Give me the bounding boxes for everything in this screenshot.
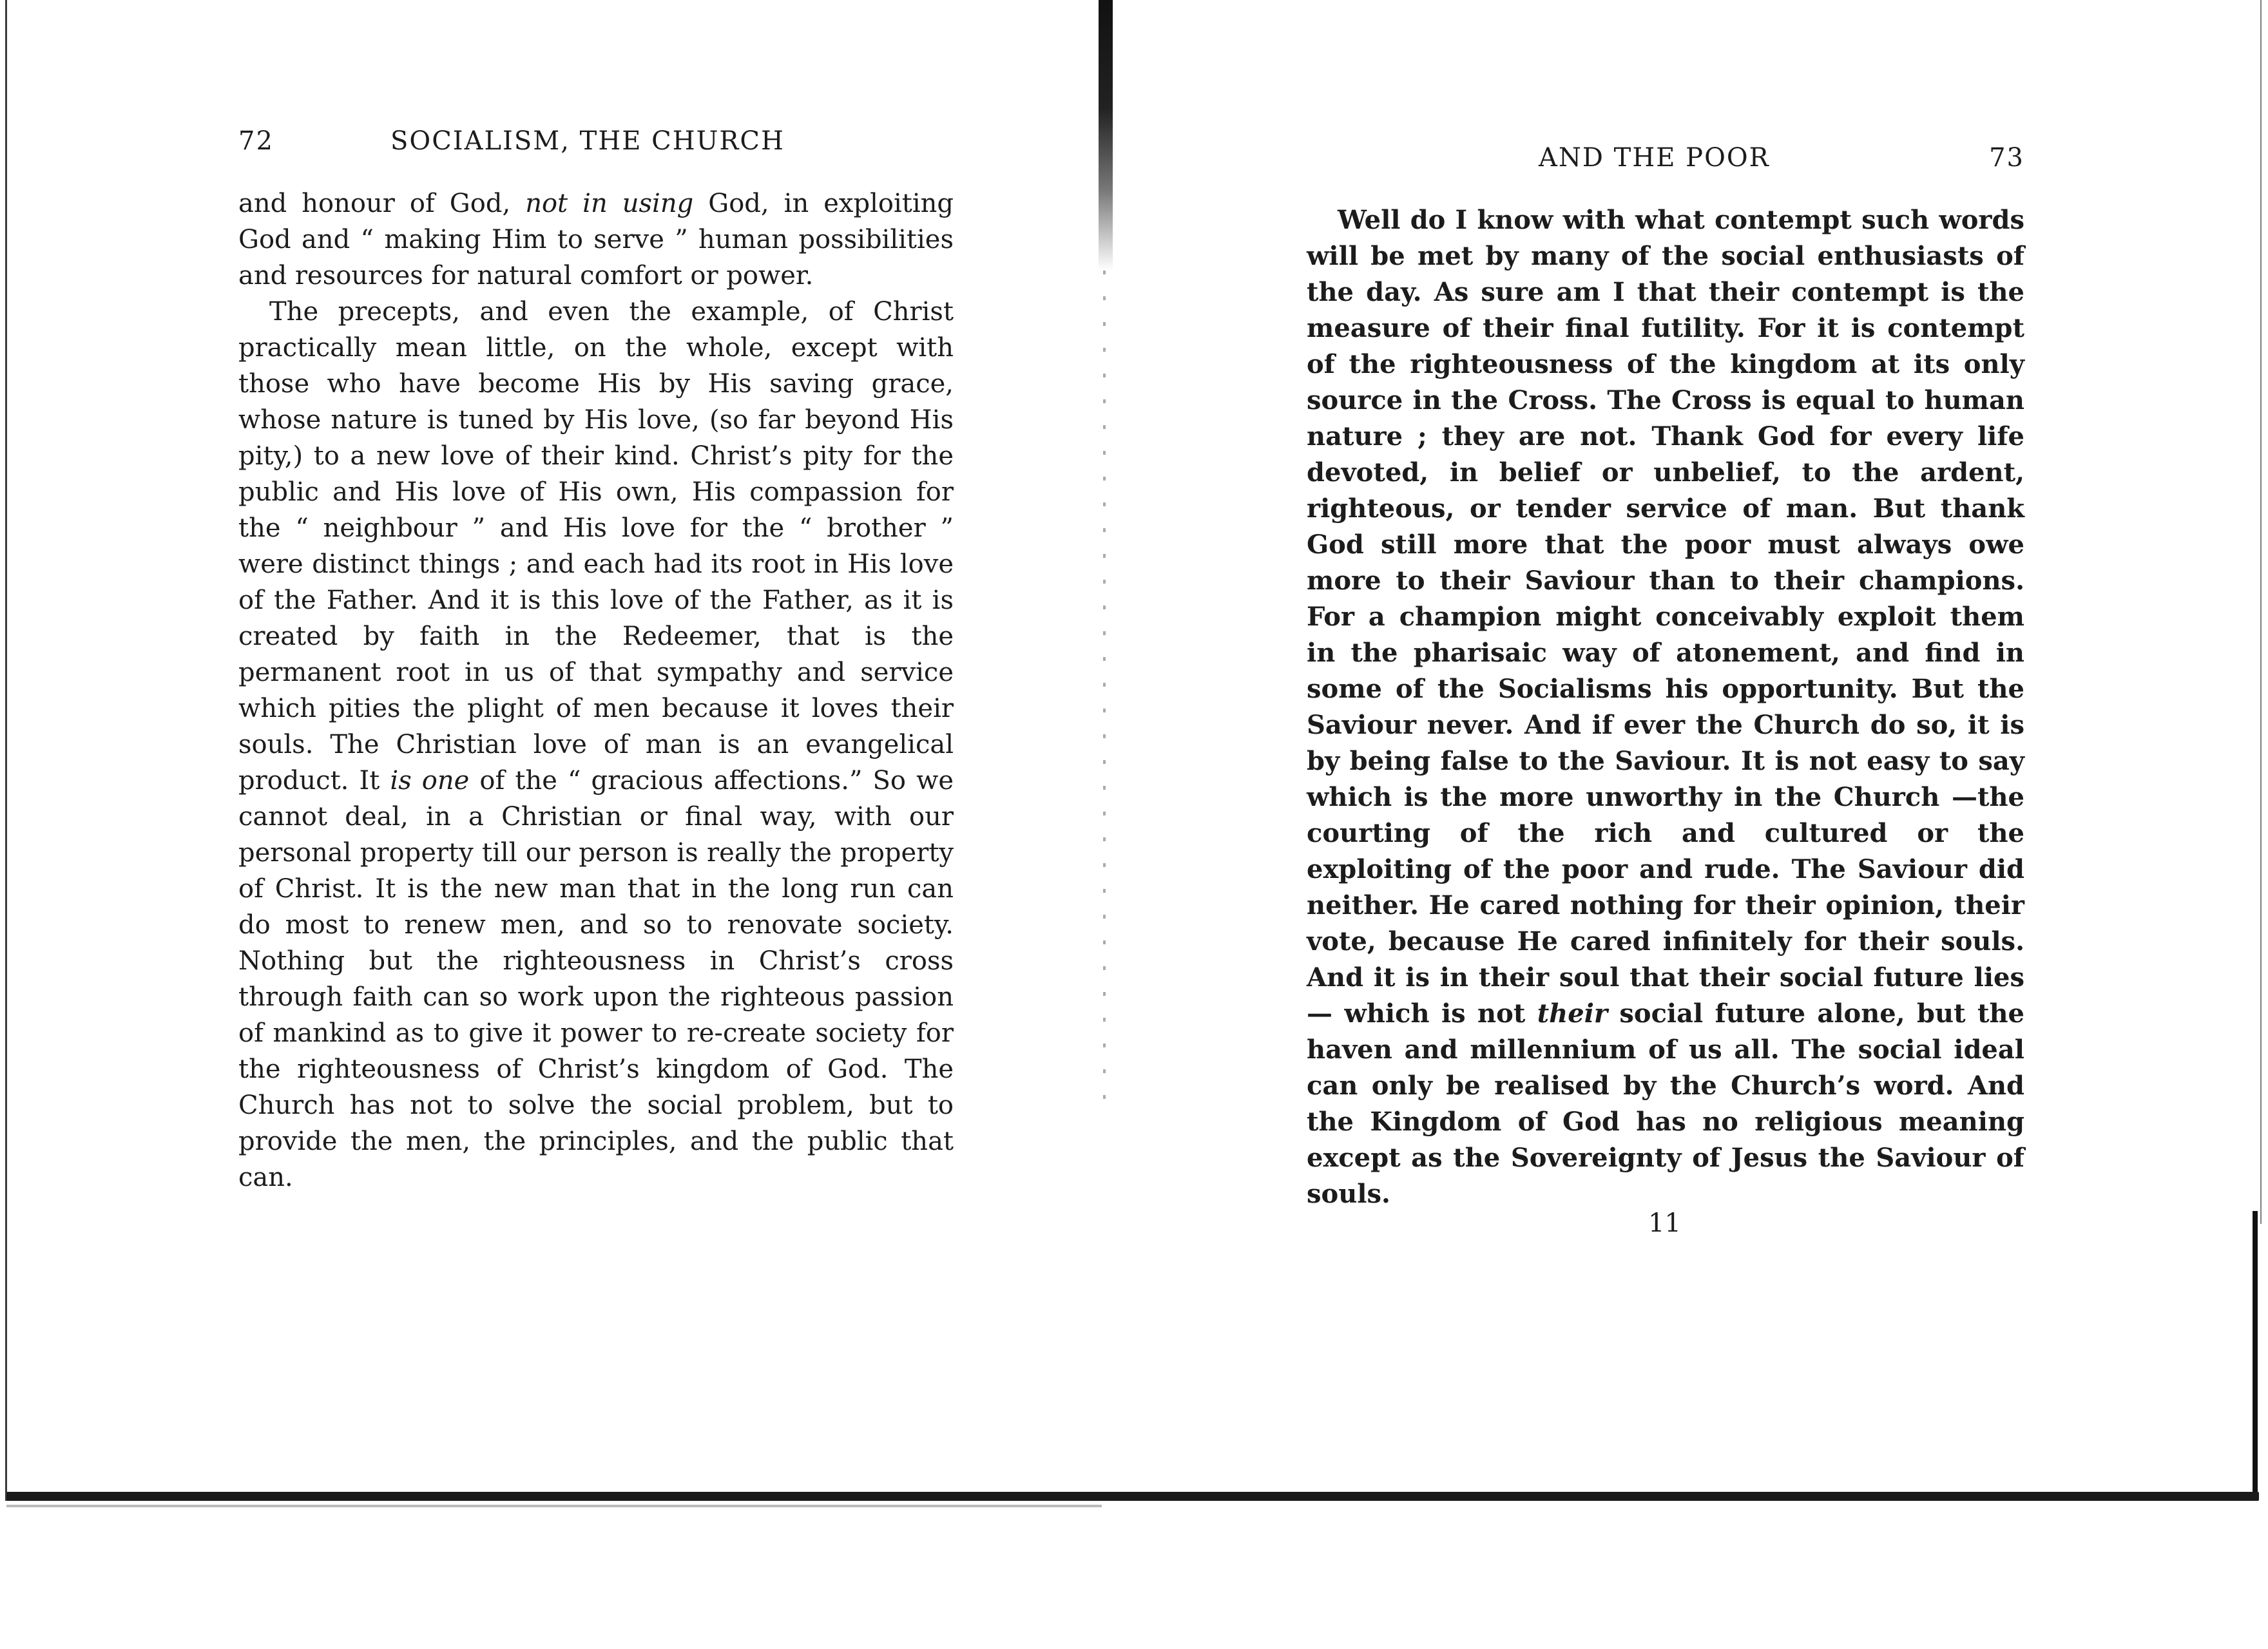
right-running-head: AND THE POOR [1539, 143, 1770, 173]
paragraph [1307, 202, 2024, 1212]
right-page-edge [2260, 0, 2262, 1224]
right-page-body [1307, 202, 2024, 1212]
text-run: The precepts, and even the example, of Christ practically mean little, on the whole, except with those who have become His by His saving grace, whose nature is tuned by His love, (so far beyond His pity,) to a new love of their kind. Christ’s pity for the public and His love of His own, His compassion for the “ neighbour ” and His love for the “ brother ” were distinct things ; and each had its root in His love of the Father. And it is this love of the Father, as it is created by faith in the Redeemer, that is the permanent root in us of that sympathy and service which pities the plight of men because it loves their souls. The Christian love of man is an evangelical product. It [238, 297, 954, 796]
left-page-edge [5, 0, 7, 1501]
italic-text: not in using [525, 189, 694, 218]
text-run: and honour of God, [238, 189, 526, 218]
signature-mark: 11 [1648, 1208, 1681, 1238]
right-cover-edge [2253, 1211, 2258, 1501]
left-page-number: 72 [238, 126, 274, 156]
gutter-binding-marks [1103, 271, 1106, 1108]
italic-text: their [1537, 998, 1608, 1029]
bottom-page-shadow [6, 1505, 1102, 1507]
italic-text: is one [390, 766, 470, 796]
text-run: Well do I know with what contempt such words will be met by many of the social enthusiasts of the day. As sure am I that their contempt is the measure of their final futility. For it is contempt of the righteousness of the kingdom at its only source in the Cross. The Cross is equal to human nature ; they are not. Thank God for every life devoted, in belief or unbelief, to the ardent, righteous, or tender service of man. But thank God still more that the poor must always owe more to their Saviour than to their champions. For a champion might conceivably exploit them in the pharisaic way of atonement, and find in some of the Socialisms his opportunity. But the Saviour never. And if ever the Church do so, it is by being false to the Saviour. It is not easy to say which is the more unworthy in the Church —the courting of the rich and cultured or the exploiting of the poor and rude. The Saviour did neither. He cared nothing for their opinion, their vote, because He cared infinitely for their souls. And it is in their soul that their social future lies— which is not [1307, 205, 2024, 1029]
text-run: social future alone, but the haven and millennium of us all. The social ideal can only be realised by the Church’s word. And the Kingdom of God has no religious meaning except as the Sovereignty of Jesus the Saviour of souls. [1307, 998, 2024, 1209]
left-page-body [238, 186, 954, 1196]
paragraph [238, 186, 954, 294]
paragraph [238, 294, 954, 1196]
right-page-number: 73 [1989, 143, 2024, 173]
text-run: God, in exploiting God and “ making Him to serve ” human possibilities and resources for natural comfort or power. [238, 189, 954, 291]
bottom-page-edge [6, 1492, 2259, 1501]
book-gutter [1099, 0, 1113, 271]
text-run: of the “ gracious affections.” So we cannot deal, in a Christian or final way, with our personal property till our person is really the property of Christ. It is the new man that in the long run can do most to renew men, and so to renovate society. Nothing but the righteousness in Christ’s cross through faith can so work upon the righteous passion of mankind as to give it power to re-create society for the righteousness of Christ’s kingdom of God. The Church has not to solve the social problem, but to provide the men, the principles, and the public that can. [238, 766, 954, 1192]
left-running-head: SOCIALISM, THE CHURCH [390, 126, 785, 156]
